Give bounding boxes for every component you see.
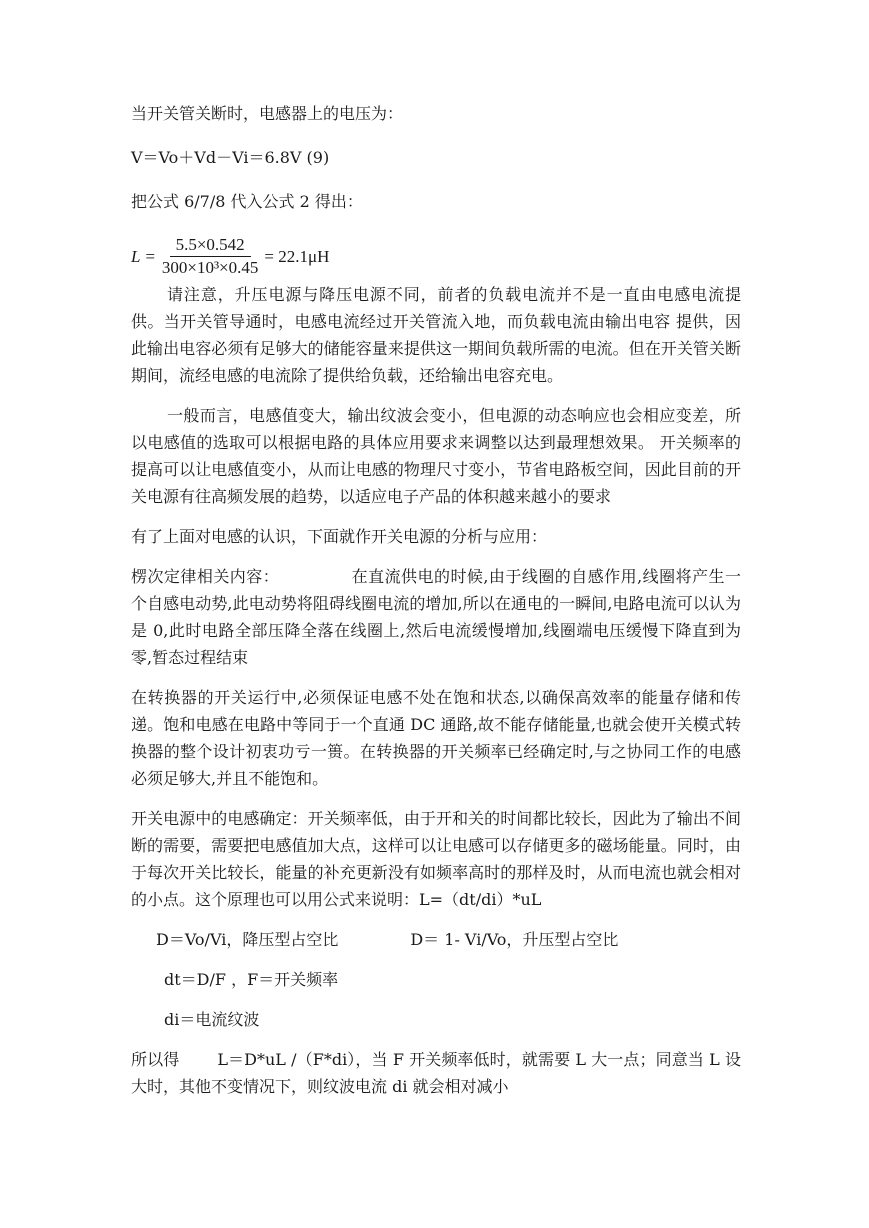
paragraph-switch-off-voltage: 当开关管关断时，电感器上的电压为： <box>131 104 404 123</box>
duty-cycle-line <box>131 926 741 953</box>
paragraph-substitute-formula: 把公式 6/7/8 代入公式 2 得出： <box>131 192 363 211</box>
formula-denominator: 300×10³×0.45 <box>161 257 259 277</box>
di-definition: di＝电流纹波 <box>164 1010 260 1029</box>
document-page <box>131 100 741 1100</box>
conclusion-lead: 所以得 <box>131 1050 180 1069</box>
lenz-law-body: 在直流供电的时候,由于线圈的自感作用,线圈将产生一个自感电动势,此电动势将阻碍线圈电流的增加,所以在通电的一瞬间,电路电流可以认为是 0,此时电路全部压降全落在线圈上,然后电流缓慢增加,线圈端电压缓慢下降直到为零,暂态过程结束 <box>131 567 741 667</box>
formula-lhs: L = <box>131 246 156 266</box>
duty-cycle-boost: D＝ 1- Vi/Vo，升压型占空比 <box>410 930 619 949</box>
lenz-law-lead: 楞次定律相关内容： <box>131 567 280 586</box>
paragraph-saturation: 在转换器的开关运行中,必须保证电感不处在饱和状态,以确保高效率的能量存储和传递。饱和电感在电路中等同于一个直通 DC 通路,故不能存储能量,也就会使开关模式转换器的整个设计初衷功亏一篑。在转换器的开关频率已经确定时,与之协同工作的电感必须足够大,并且不能饱和。 <box>131 688 741 788</box>
formula-result: = 22.1μH <box>264 246 330 266</box>
formula-numerator: 5.5×0.542 <box>170 235 251 257</box>
dt-definition: dt＝D/F ，F＝开关频率 <box>164 970 339 989</box>
formula-fraction <box>162 235 259 278</box>
equation-voltage-9: V＝Vo＋Vd－Vi＝6.8V (9) <box>131 148 330 167</box>
paragraph-analysis-intro: 有了上面对电感的认识，下面就作开关电源的分析与应用： <box>131 527 548 546</box>
conclusion-body: L＝D*uL /（F*di），当 F 开关频率低时，就需要 L 大一点；同意当 L 设大时，其他不变情况下，则纹波电流 di 就会相对减小 <box>131 1050 741 1096</box>
duty-cycle-buck: D＝Vo/Vi，降压型占空比 <box>156 930 339 949</box>
paragraph-inductance-tradeoff: 一般而言，电感值变大，输出纹波会变小，但电源的动态响应也会相应变差，所以电感值的选取可以根据电路的具体应用要求来调整以达到最理想效果。 开关频率的提高可以让电感值变小，从而让电感的物理尺寸变小，节省电路板空间，因此目前的开关电源有往高频发展的趋势，以适应电子产品的体积越来越小的要求 <box>131 406 741 506</box>
inductance-formula <box>131 233 741 279</box>
paragraph-conclusion <box>131 1046 741 1100</box>
paragraph-boost-note: 请注意，升压电源与降压电源不同，前者的负载电流并不是一直由电感电流提供。当开关管导通时，电感电流经过开关管流入地，而负载电流由输出电容 提供，因此输出电容必须有足够大的储能容量来提供这一期间负载所需的电流。但在开关管关断期间，流经电感的电流除了提供给负载，还给输出电容充电。 <box>131 285 741 385</box>
paragraph-inductance-selection: 开关电源中的电感确定：开关频率低，由于开和关的时间都比较长，因此为了输出不间断的需要，需要把电感值加大点，这样可以让电感可以存储更多的磁场能量。同时，由于每次开关比较长，能量的补充更新没有如频率高时的那样及时，从而电流也就会相对的小点。这个原理也可以用公式来说明：L=（dt/di）*uL <box>131 809 741 909</box>
paragraph-lenz-law <box>131 563 741 671</box>
